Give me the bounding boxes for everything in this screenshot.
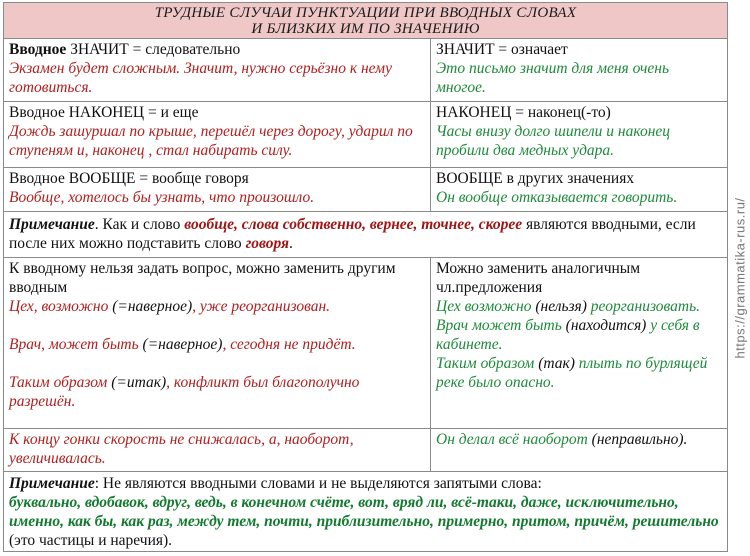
label-vvodnoe: Вводное: [9, 41, 67, 58]
naoborot-left-example: К концу гонки скорость не снижалась, а, наоборот, увеличивалась.: [9, 431, 354, 467]
note-1-text: [4, 212, 727, 257]
voobshche-right-head: ВООБЩЕ в других значениях: [436, 170, 635, 187]
voobshche-right-example: Он вообще отказывается говорить.: [436, 189, 678, 206]
table-title: [4, 3, 727, 39]
cell-znachit-introductory: [4, 39, 431, 101]
cell-naoborot-introductory: [4, 429, 431, 471]
question-left-example-1: Цех, возможно (=наверное), уже реорганизован.: [9, 298, 331, 315]
note-1-part-3: .: [289, 235, 293, 252]
row-note-2: [4, 472, 727, 552]
znachit-left-head: ЗНАЧИТ = следовательно: [66, 41, 241, 58]
note-2-label: Примечание: [9, 475, 95, 492]
question-right-example-2: Врач может быть (находится) у себя в кабинете.: [436, 317, 700, 353]
cell-question-other: [431, 258, 727, 428]
voobshche-left-example: Вообще, хотелось бы узнать, что произошло.: [9, 189, 315, 206]
znachit-right-head: ЗНАЧИТ = означает: [436, 41, 568, 58]
nakonets-right-example: Часы внизу долго шипели и наконец пробили два медных удара.: [436, 123, 671, 159]
voobshche-left-head: Вводное ВООБЩЕ = вообще говоря: [9, 170, 249, 187]
nakonets-right-head: НАКОНЕЦ = наконец(-то): [436, 104, 611, 121]
note-2-part-1: : Не являются вводными словами и не выделяются запятыми слова:: [94, 475, 542, 492]
note-2-part-2: (это частицы и наречия).: [9, 532, 173, 549]
cell-question-introductory: [4, 258, 431, 428]
row-naoborot: [4, 429, 727, 472]
watermark: [729, 0, 750, 556]
question-right-example-1: Цех возможно (нельзя) реорганизовать.: [436, 298, 701, 315]
note-1-part-2: являются вводными, если после них можно подставить слово: [9, 216, 696, 252]
znachit-right-example: Это письмо значит для меня очень многое.: [436, 60, 669, 96]
cell-znachit-other: [431, 39, 727, 101]
title-line-2: И БЛИЗКИХ ИМ ПО ЗНАЧЕНИЮ: [251, 21, 480, 37]
rules-table: [3, 2, 728, 552]
note-1-words: вообще, слова собственно, вернее, точнее, скорее: [184, 216, 523, 233]
question-left-example-2: Врач, может быть (=наверное), сегодня не придёт.: [9, 336, 356, 353]
note-1-part-1: . Как и слово: [94, 216, 185, 233]
note-1-label: Примечание: [9, 216, 95, 233]
row-znachit: [4, 39, 727, 102]
row-nakonets: [4, 102, 727, 168]
cell-voobshche-introductory: [4, 168, 431, 211]
row-voobshche: [4, 168, 727, 212]
note-1-word-govorya: говоря: [245, 235, 290, 252]
znachit-left-example: Экзамен будет сложным. Значит, нужно серьёзно к нему готовиться.: [9, 60, 392, 96]
cell-nakonets-introductory: [4, 102, 431, 167]
cell-naoborot-other: [431, 429, 727, 471]
question-right-head: Можно заменить аналогичным чл.предложения: [436, 260, 641, 296]
cell-nakonets-other: [431, 102, 727, 167]
note-2-text: [4, 472, 727, 552]
question-right-example-3: Таким образом (так) плыть по бурлящей реке было опасно.: [436, 355, 708, 391]
question-left-example-3: Таким образом (=итак), конфликт был благополучно разрешён.: [9, 374, 360, 410]
row-question: [4, 258, 727, 429]
naoborot-right-example: Он делал всё наоборот (неправильно).: [436, 431, 688, 448]
cell-voobshche-other: [431, 168, 727, 211]
nakonets-left-head: Вводное НАКОНЕЦ = и еще: [9, 104, 199, 121]
watermark-url: https://grammatika-rus.ru/: [732, 197, 747, 359]
title-line-1: ТРУДНЫЕ СЛУЧАИ ПУНКТУАЦИИ ПРИ ВВОДНЫХ СЛОВАХ: [154, 5, 577, 21]
note-2-words: буквально, вдобавок, вдруг, ведь, в конечном счёте, вот, вряд ли, всё-таки, даже, исключительно, именно, как бы, как раз, между тем, почти, приблизительно, примерно, притом, причём, решительно: [9, 494, 719, 530]
row-note-1: [4, 212, 727, 258]
nakonets-left-example: Дождь зашуршал по крыше, перешёл через дорогу, ударил по ступеням и, наконец , стал набирать силу.: [9, 123, 413, 159]
question-left-head: К вводному нельзя задать вопрос, можно заменить другим вводным: [9, 260, 396, 296]
